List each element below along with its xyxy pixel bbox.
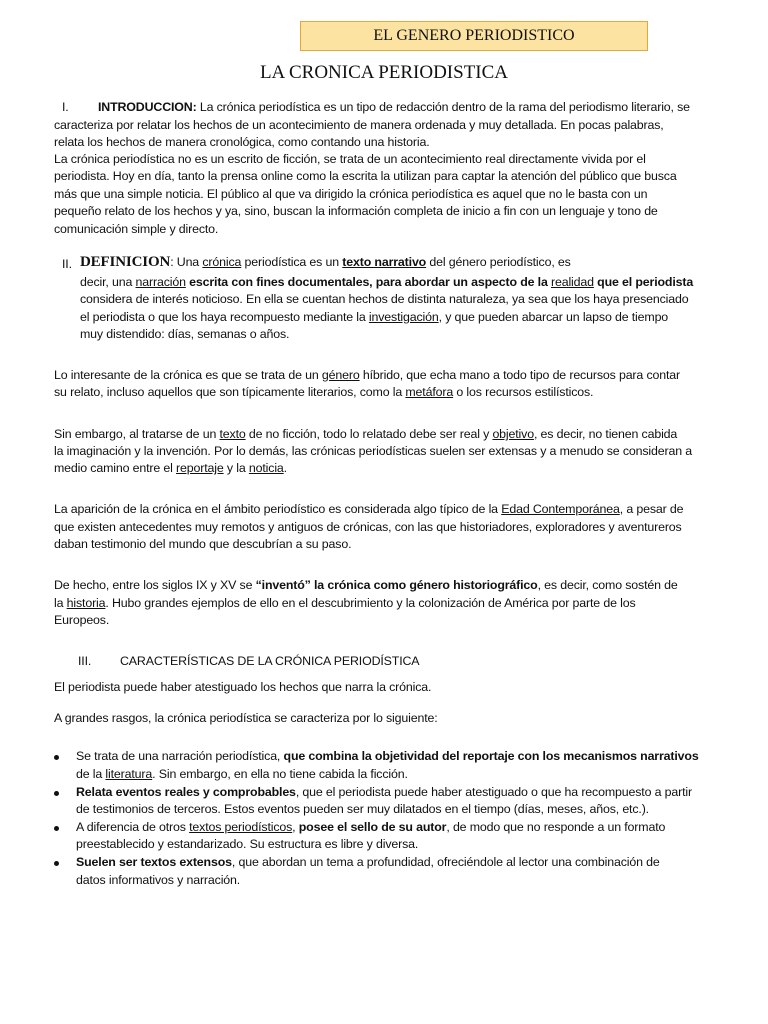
link-texto[interactable]: texto xyxy=(219,427,246,441)
sec2-heading: DEFINICION xyxy=(80,254,171,270)
link-objetivo[interactable]: objetivo xyxy=(492,427,534,441)
sec2-line-5: muy distendido: días, semanas o años. xyxy=(80,327,290,341)
header-title: EL GENERO PERIODISTICO xyxy=(373,27,575,44)
sec1-line-5: periodista. Hoy en día, tanto la prensa online como la escrita la utilizan para captar la atención del público que busca xyxy=(54,169,677,183)
p4-line-3: Europeos. xyxy=(54,613,110,627)
sec1-line-7: pequeño relato de los hechos y ya, sino, buscan la información completa de inicio a fin con un lenguaje y tono de xyxy=(54,204,658,218)
sec3-p2: A grandes rasgos, la crónica periodística se caracteriza por lo siguiente: xyxy=(54,711,438,725)
bullet-4-line-1: Suelen ser textos extensos, que abordan un tema a profundidad, ofreciéndole al lector una combinación de xyxy=(76,855,660,869)
bullet-1-line-1: Se trata de una narración periodística, que combina la objetividad del reportaje con los mecanismos narrativos xyxy=(76,749,699,763)
link-textos-periodisticos[interactable]: textos periodísticos xyxy=(189,820,293,834)
p4-line-2: la historia. Hubo grandes ejemplos de ello en el descubrimiento y la colonización de América por parte de los xyxy=(54,596,636,610)
sec2-line-1: DEFINICION: Una crónica periodística es un texto narrativo del género periodístico, es xyxy=(80,254,571,270)
p3-line-3: daban testimonio del mundo que descubrían a su paso. xyxy=(54,537,352,551)
sec3-heading: CARACTERÍSTICAS DE LA CRÓNICA PERIODÍSTICA xyxy=(120,654,420,668)
p2-line-3: medio camino entre el reportaje y la noticia. xyxy=(54,461,287,475)
link-noticia[interactable]: noticia xyxy=(248,461,284,475)
bullet-3-line-1: A diferencia de otros textos periodísticos, posee el sello de su autor, de modo que no responde a un formato xyxy=(76,820,666,834)
document-title: LA CRONICA PERIODISTICA xyxy=(259,62,509,83)
link-narracion[interactable]: narración xyxy=(135,275,186,289)
p2-line-2: la imaginación y la invención. Por lo demás, las crónicas periodísticas suelen ser extensas y a menudo se consideran a xyxy=(54,444,692,458)
p1-line-1: Lo interesante de la crónica es que se trata de un género híbrido, que echa mano a todo tipo de recursos para contar xyxy=(54,368,680,382)
link-realidad[interactable]: realidad xyxy=(551,275,594,289)
sec2-line-4: el periodista o que los haya recompuesto mediante la investigación, y que pueden abarcar un lapso de tiempo xyxy=(80,310,669,324)
sec2-line-2: decir, una narración escrita con fines documentales, para abordar un aspecto de la realidad que el periodista xyxy=(80,275,694,289)
bullet-3-line-2: preestablecido y estandarizado. Su estructura es libre y diversa. xyxy=(76,837,419,851)
sec1-line-2: caracteriza por relatar los hechos de un acontecimiento de manera ordenada y muy detallada. En pocas palabras, xyxy=(54,118,664,132)
sec1-heading: INTRODUCCION: xyxy=(98,100,197,114)
sec3-p1: El periodista puede haber atestiguado los hechos que narra la crónica. xyxy=(54,680,432,694)
link-cronica[interactable]: crónica xyxy=(202,255,242,269)
p2-line-1: Sin embargo, al tratarse de un texto de no ficción, todo lo relatado debe ser real y objetivo, es decir, no tienen cabida xyxy=(54,427,678,441)
p3-line-1: La aparición de la crónica en el ámbito periodístico es considerada algo típico de la Edad Contemporánea, a pesar de xyxy=(54,502,684,516)
sec1-text: La crónica periodística es un tipo de redacción dentro de la rama del periodismo literario, se xyxy=(199,100,690,114)
sec3-number: III. xyxy=(78,654,92,668)
bullet-4-line-2: datos informativos y narración. xyxy=(76,873,241,887)
header-title-box xyxy=(300,21,648,51)
link-edad-contemporanea[interactable]: Edad Contemporánea xyxy=(501,502,620,516)
bullet-icon xyxy=(54,826,59,831)
sec1-line-4: La crónica periodística no es un escrito de ficción, se trata de un acontecimiento real directamente vivida por el xyxy=(54,152,646,166)
sec2-number: II. xyxy=(62,257,72,271)
p4-line-1: De hecho, entre los siglos IX y XV se “inventó” la crónica como género historiográfico, es decir, como sostén de xyxy=(54,578,678,592)
sec1-line-3: relata los hechos de manera cronológica, como contando una historia. xyxy=(54,135,430,149)
p3-line-2: que existen antecedentes muy remotos y antiguos de crónicas, con las que historiadores, exploradores y aventureros xyxy=(54,520,682,534)
link-genero[interactable]: género xyxy=(321,368,360,382)
link-literatura[interactable]: literatura xyxy=(105,767,153,781)
sec1-line-8: comunicación simple y directo. xyxy=(54,222,219,236)
bullet-icon xyxy=(54,861,59,866)
link-metafora[interactable]: metáfora xyxy=(405,385,454,399)
link-investigacion[interactable]: investigación xyxy=(368,310,439,324)
link-texto-narrativo[interactable]: texto narrativo xyxy=(342,255,427,269)
sec1-number: I. xyxy=(62,100,69,114)
bullet-2-line-1: Relata eventos reales y comprobables, que el periodista puede haber atestiguado o que ha recompuesto a partir xyxy=(76,785,692,799)
sec1-line-6: más que una simple noticia. El público al que va dirigido la crónica periodística es aquel que no le basta con un xyxy=(54,187,648,201)
sec2-line-3: considera de interés noticioso. En ella se cuentan hechos de distinta naturaleza, ya sea que los haya presenciado xyxy=(80,292,689,306)
bullet-1-line-2: de la literatura. Sin embargo, en ella no tiene cabida la ficción. xyxy=(76,767,408,781)
bullet-icon xyxy=(54,755,59,760)
link-historia[interactable]: historia xyxy=(66,596,106,610)
p1-line-2: su relato, incluso aquellos que son típicamente literarios, como la metáfora o los recursos estilísticos. xyxy=(54,385,594,399)
sec1-line-1 xyxy=(98,99,690,117)
bullet-2-line-2: de testimonios de terceros. Estos eventos pueden ser muy dilatados en el tiempo (días, meses, años, etc.). xyxy=(76,802,649,816)
bullet-icon xyxy=(54,791,59,796)
link-reportaje[interactable]: reportaje xyxy=(176,461,224,475)
